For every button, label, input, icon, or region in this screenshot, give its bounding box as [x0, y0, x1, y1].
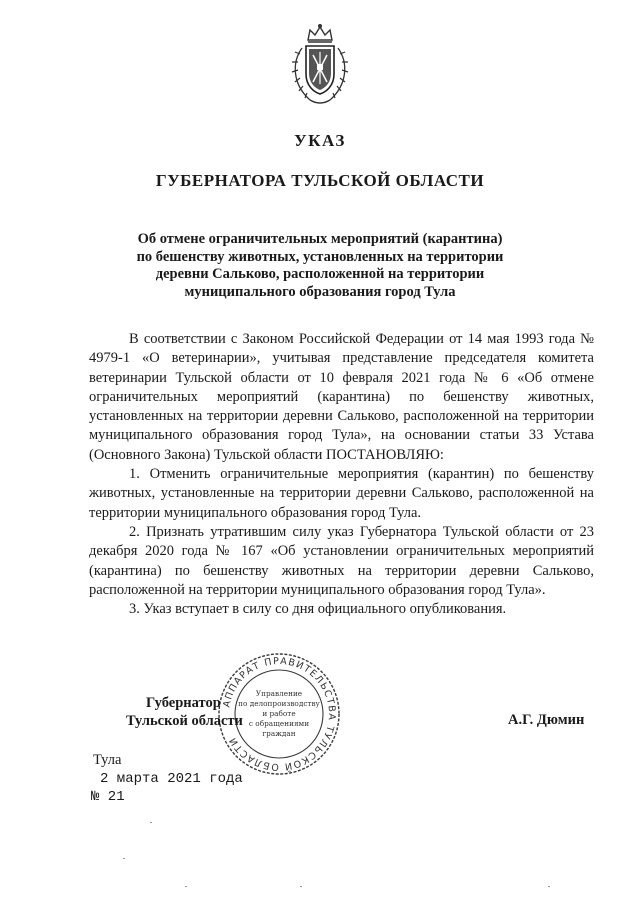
subject-line: Об отмене ограничительных мероприятий (карантина) [137, 231, 503, 247]
preamble-paragraph: В соответствии с Законом Российской Федерации от 14 мая 1993 года № 4979-1 «О ветеринарии», учитывая представление председателя комитета ветеринарии Тульской области от 10 февраля 2021 года № 6 «Об отмене ограничительных мероприятий (карантина) по бешенству животных, установленных на территории деревни Сальково, расположенной на территории муниципального образования город Тула», на основании статьи 33 Устава (Основного Закона) Тульской области ПОСТАНОВЛЯЮ: [89, 331, 594, 463]
signatory-name: А.Г. Дюмин [508, 712, 585, 728]
svg-text:Управление: Управление [255, 689, 303, 698]
scan-speck [123, 858, 125, 859]
svg-text:граждан: граждан [262, 729, 296, 738]
subject-line: по бешенству животных, установленных на территории [136, 248, 504, 265]
signatory-position-line1: Губернатор [146, 695, 221, 711]
document-subject [120, 231, 520, 301]
svg-text:по делопроизводству: по делопроизводству [238, 699, 320, 708]
document-issuer-title: ГУБЕРНАТОРА ТУЛЬСКОЙ ОБЛАСТИ [155, 171, 485, 190]
clause-2-paragraph: 2. Признать утратившим силу указ Губернатора Тульской области от 23 декабря 2020 года № 167 «Об установлении ограничительных мероприятий (карантина) по бешенству животных на территории деревни Сальково, расположенной на территории муниципального образования город Тула». [89, 523, 594, 598]
issue-date: 2 марта 2021 года [100, 771, 243, 787]
scan-speck [150, 822, 152, 823]
svg-text:с обращениями: с обращениями [248, 719, 310, 728]
scan-speck [300, 886, 302, 887]
svg-text:и работе: и работе [262, 709, 296, 718]
clause-1-paragraph: 1. Отменить ограничительные мероприятия (карантин) по бешенству животных, установленные на территории деревни Сальково, расположенной на территории муниципального образования город Тула. [89, 466, 594, 521]
document-number: № 21 [91, 789, 125, 805]
coat-of-arms-emblem [288, 22, 352, 108]
scan-speck [548, 886, 550, 887]
subject-line: муниципального образования город Тула [184, 283, 456, 300]
document-body [89, 330, 594, 619]
scan-speck [185, 886, 187, 887]
signatory-position-line2: Тульской области [126, 713, 243, 729]
clause-3-paragraph: 3. Указ вступает в силу со дня официального опубликования. [129, 601, 507, 618]
subject-line: деревни Сальково, расположенной на территории [155, 266, 485, 282]
issue-place: Тула [93, 752, 122, 768]
document-type-title: УКАЗ [294, 131, 346, 150]
svg-text:АППАРАТ ПРАВИТЕЛЬСТВА ТУЛЬСКОЙ: АППАРАТ ПРАВИТЕЛЬСТВА ТУЛЬСКОЙ ОБЛАСТИ [221, 655, 338, 773]
